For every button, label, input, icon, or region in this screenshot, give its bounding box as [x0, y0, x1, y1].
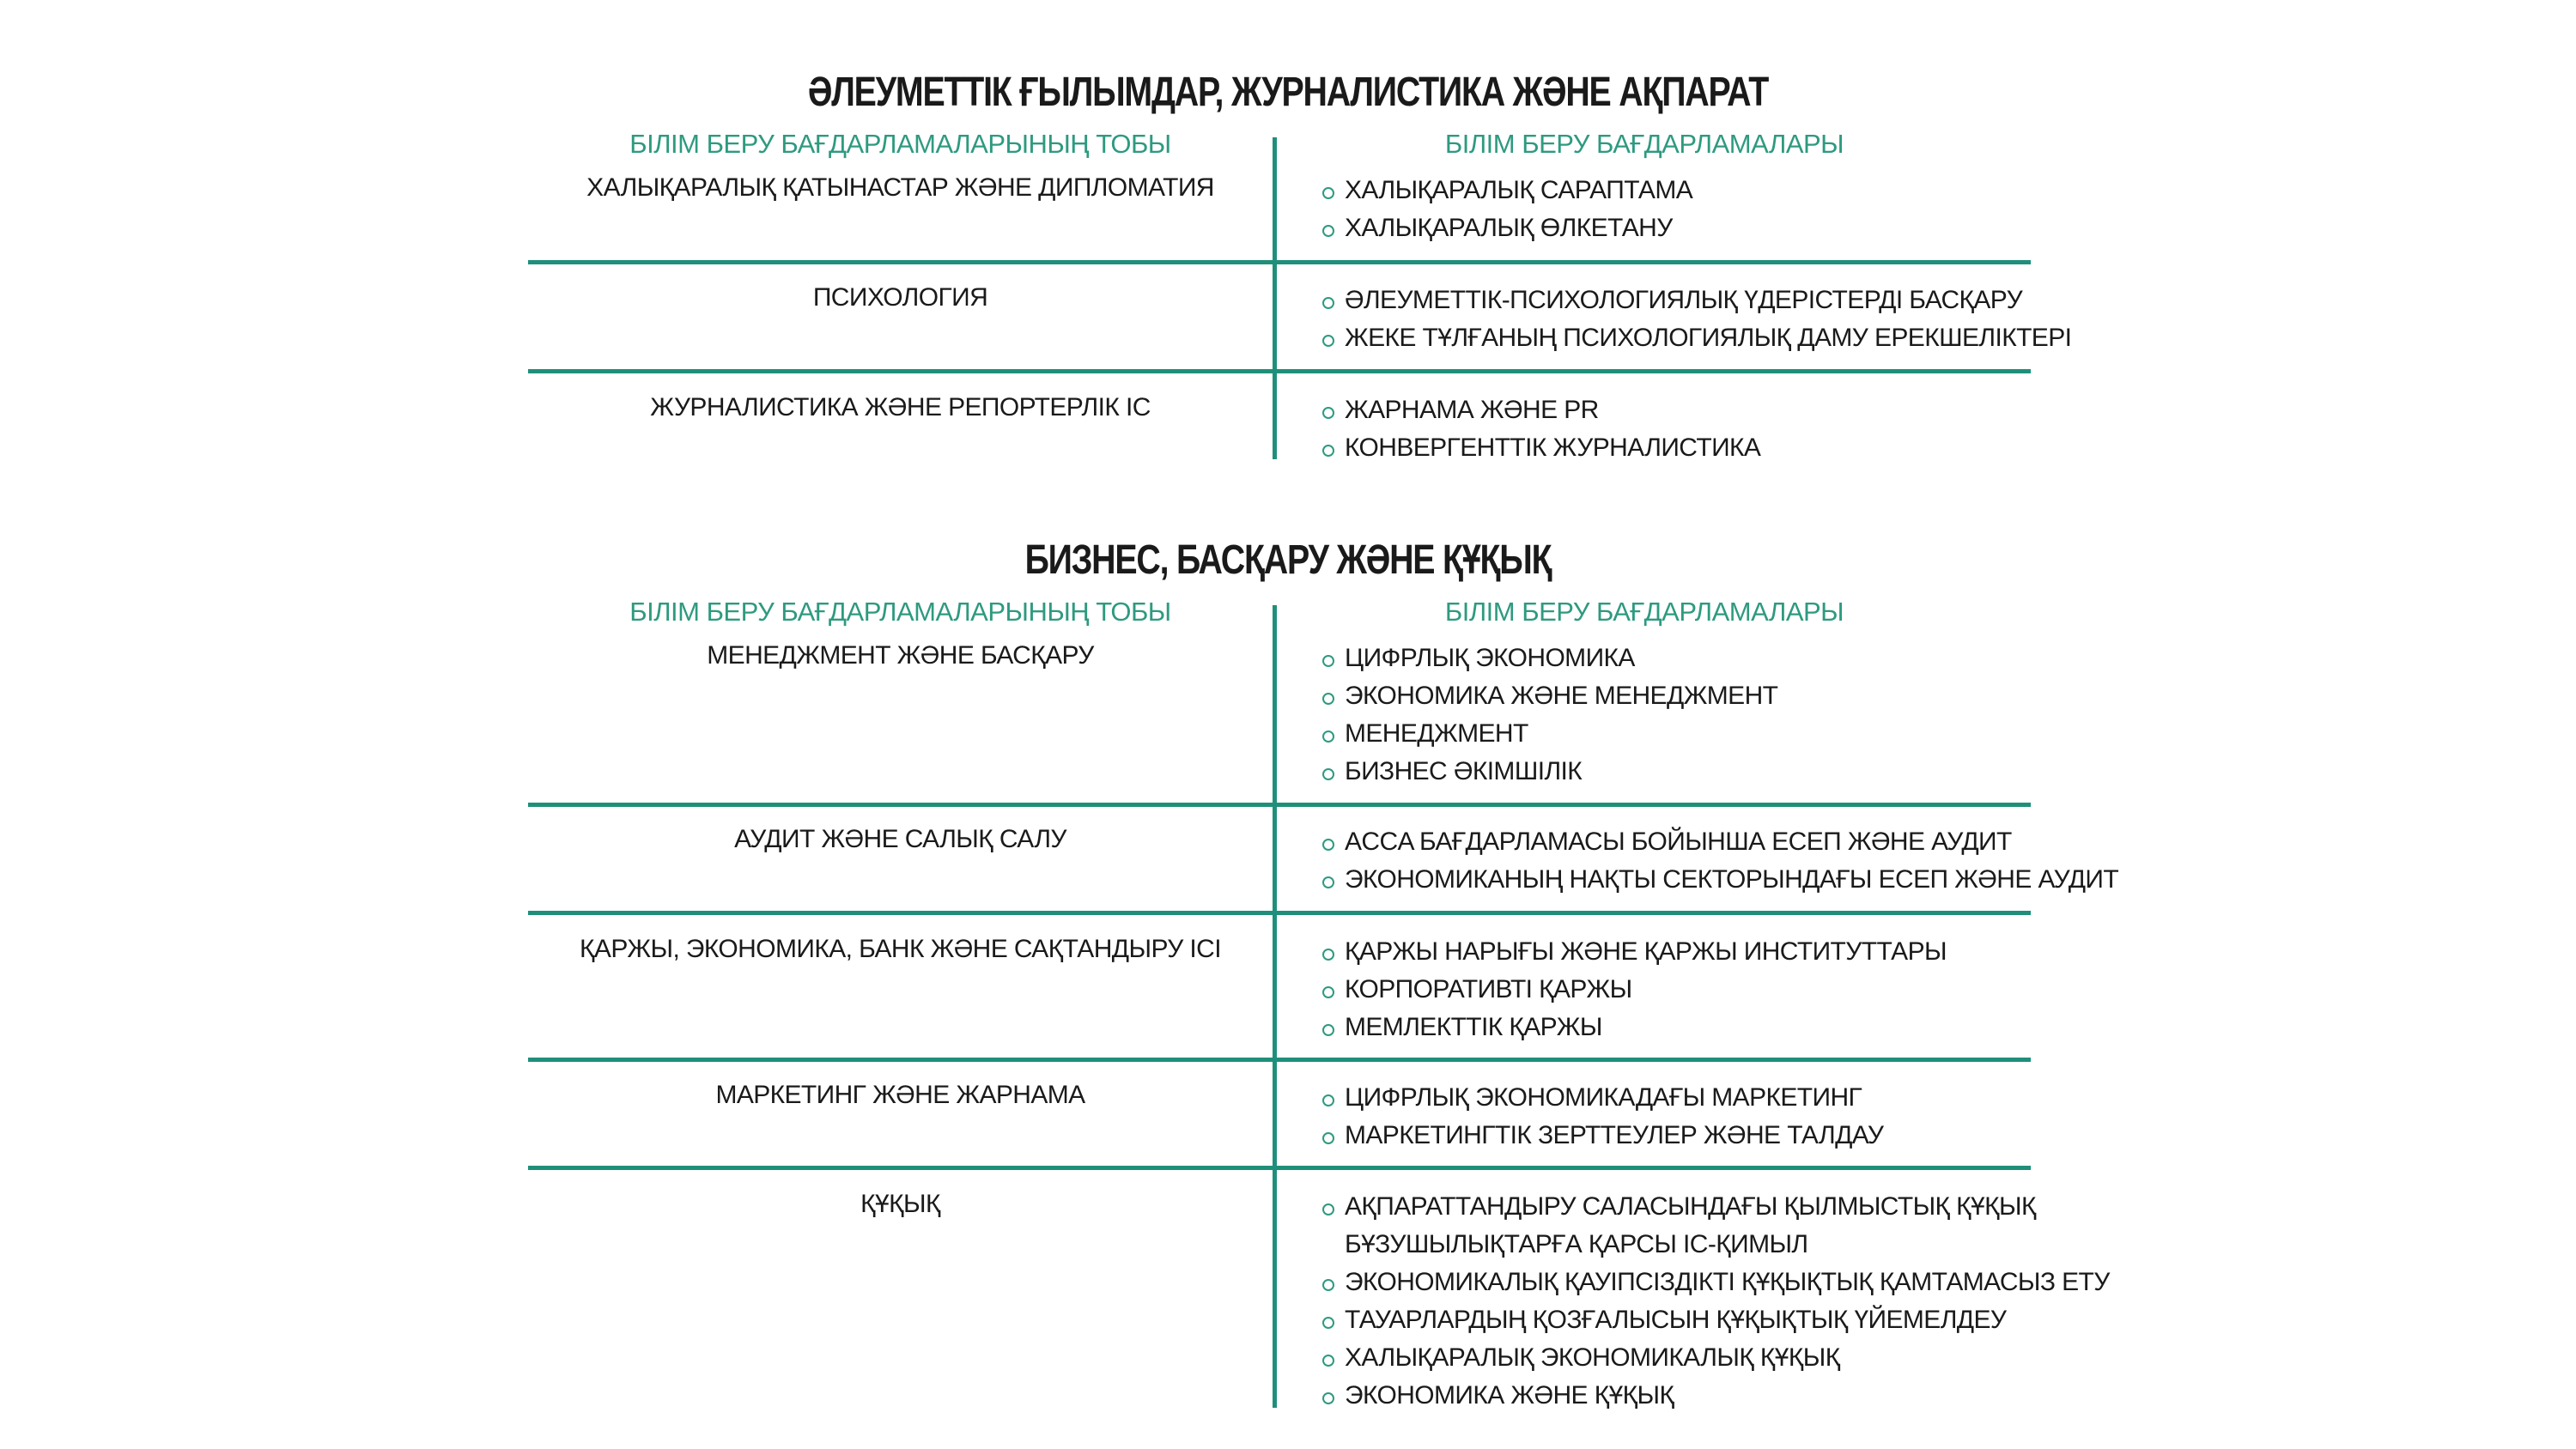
program-item: ХАЛЫҚАРАЛЫҚ САРАПТАМА [1322, 172, 1692, 209]
program-list [1322, 823, 2118, 899]
program-item: ӘЛЕУМЕТТІК-ПСИХОЛОГИЯЛЫҚ ҮДЕРІСТЕРДІ БАСҚАРУ [1322, 282, 2071, 319]
program-group-title: ҚАРЖЫ, ЭКОНОМИКА, БАНК ЖӘНЕ САҚТАНДЫРУ ІСІ [580, 935, 1221, 963]
program-list [1322, 172, 1692, 247]
program-item: ЖЕКЕ ТҰЛҒАНЫҢ ПСИХОЛОГИЯЛЫҚ ДАМУ ЕРЕКШЕЛІКТЕРІ [1322, 319, 2071, 357]
program-list [1322, 1188, 2110, 1415]
program-item: ХАЛЫҚАРАЛЫҚ ӨЛКЕТАНУ [1322, 209, 1692, 247]
row-divider [528, 1166, 2031, 1170]
program-group-title: ЖУРНАЛИСТИКА ЖӘНЕ РЕПОРТЕРЛІК ІС [650, 393, 1151, 421]
section-title: БИЗНЕС, БАСҚАРУ ЖӘНЕ ҚҰҚЫҚ [1024, 537, 1552, 583]
program-list [1322, 640, 1777, 791]
program-item: КОРПОРАТИВТІ ҚАРЖЫ [1322, 971, 1947, 1009]
program-item: ЦИФРЛЫҚ ЭКОНОМИКА [1322, 640, 1777, 677]
program-item: ТАУАРЛАРДЫҢ ҚОЗҒАЛЫСЫН ҚҰҚЫҚТЫҚ ҮЙЕМЕЛДЕУ [1322, 1301, 2110, 1339]
row-divider [528, 1058, 2031, 1062]
column-header-programs: БІЛІМ БЕРУ БАҒДАРЛАМАЛАРЫ [1444, 129, 1844, 159]
program-item: МЕНЕДЖМЕНТ [1322, 715, 1777, 753]
program-group-title: МЕНЕДЖМЕНТ ЖӘНЕ БАСҚАРУ [707, 641, 1094, 670]
program-group-title: ПСИХОЛОГИЯ [812, 283, 988, 312]
program-item: МЕМЛЕКТТІК ҚАРЖЫ [1322, 1009, 1947, 1046]
program-item: ҚАРЖЫ НАРЫҒЫ ЖӘНЕ ҚАРЖЫ ИНСТИТУТТАРЫ [1322, 933, 1947, 971]
program-item: МАРКЕТИНГТІК ЗЕРТТЕУЛЕР ЖӘНЕ ТАЛДАУ [1322, 1117, 1883, 1155]
program-list [1322, 933, 1947, 1046]
column-divider [1273, 137, 1277, 459]
row-divider [528, 260, 2031, 264]
program-item: ЦИФРЛЫҚ ЭКОНОМИКАДАҒЫ МАРКЕТИНГ [1322, 1079, 1883, 1117]
programs-table [528, 597, 2119, 1412]
program-item-continuation: БҰЗУШЫЛЫҚТАРҒА ҚАРСЫ ІС-ҚИМЫЛ [1345, 1230, 1808, 1258]
row-divider [528, 369, 2031, 373]
program-item: ЭКОНОМИКА ЖӘНЕ МЕНЕДЖМЕНТ [1322, 677, 1777, 715]
column-header-groups: БІЛІМ БЕРУ БАҒДАРЛАМАЛАРЫНЫҢ ТОБЫ [629, 597, 1171, 627]
program-item: ЭКОНОМИКАНЫҢ НАҚТЫ СЕКТОРЫНДАҒЫ ЕСЕП ЖӘНЕ АУДИТ [1322, 861, 2118, 899]
program-list [1322, 1079, 1883, 1155]
program-list [1322, 391, 1760, 467]
program-group-title: ХАЛЫҚАРАЛЫҚ ҚАТЫНАСТАР ЖӘНЕ ДИПЛОМАТИЯ [586, 173, 1214, 202]
program-item: ЭКОНОМИКА ЖӘНЕ ҚҰҚЫҚ [1322, 1377, 2110, 1415]
program-item: КОНВЕРГЕНТТІК ЖУРНАЛИСТИКА [1322, 429, 1760, 467]
program-item: ЖАРНАМА ЖӘНЕ PR [1322, 391, 1760, 429]
program-list [1322, 282, 2071, 357]
row-divider [528, 803, 2031, 807]
program-group-title: ҚҰҚЫҚ [860, 1190, 940, 1218]
program-group-title: МАРКЕТИНГ ЖӘНЕ ЖАРНАМА [715, 1081, 1085, 1109]
program-item: ХАЛЫҚАРАЛЫҚ ЭКОНОМИКАЛЫҚ ҚҰҚЫҚ [1322, 1339, 2110, 1377]
programs-table [528, 129, 2072, 464]
program-group-title: АУДИТ ЖӘНЕ САЛЫҚ САЛУ [734, 825, 1066, 853]
section-title: ӘЛЕУМЕТТІК ҒЫЛЫМДАР, ЖУРНАЛИСТИКА ЖӘНЕ АҚПАРАТ [807, 70, 1769, 115]
column-divider [1273, 605, 1277, 1408]
column-header-programs: БІЛІМ БЕРУ БАҒДАРЛАМАЛАРЫ [1444, 597, 1844, 627]
program-item: БИЗНЕС ӘКІМШІЛІК [1322, 753, 1777, 791]
column-header-groups: БІЛІМ БЕРУ БАҒДАРЛАМАЛАРЫНЫҢ ТОБЫ [629, 129, 1171, 159]
program-item: АҚПАРАТТАНДЫРУ САЛАСЫНДАҒЫ ҚЫЛМЫСТЫҚ ҚҰҚЫҚ [1322, 1188, 2110, 1226]
row-divider [528, 911, 2031, 915]
program-item: ACCA БАҒДАРЛАМАСЫ БОЙЫНША ЕСЕП ЖӘНЕ АУДИТ [1322, 823, 2118, 861]
program-item: ЭКОНОМИКАЛЫҚ ҚАУІПСІЗДІКТІ ҚҰҚЫҚТЫҚ ҚАМТАМАСЫЗ ЕТУ [1322, 1264, 2110, 1301]
